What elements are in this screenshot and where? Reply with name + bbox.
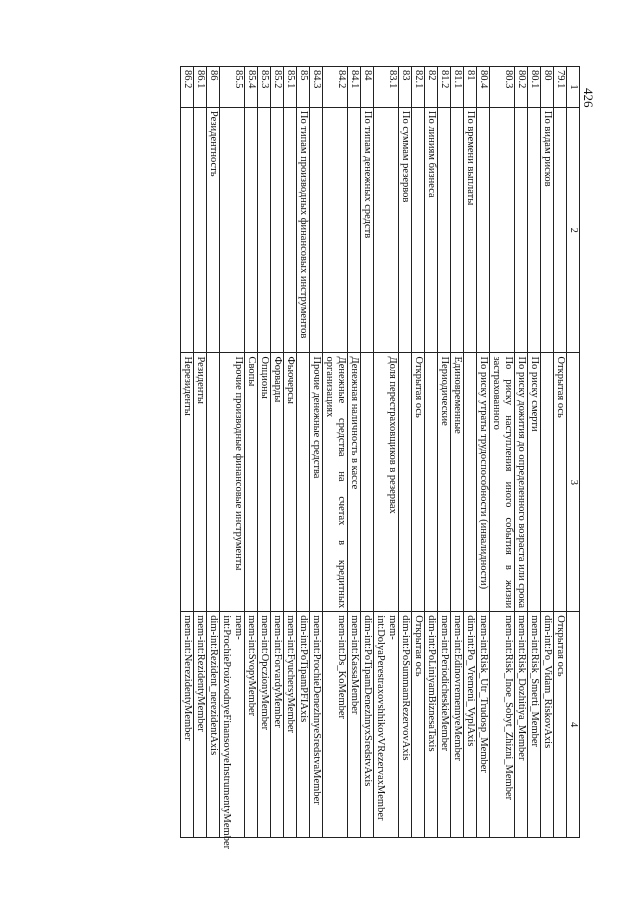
cell-c4: mem-int:OpczionyMember — [258, 612, 271, 838]
cell-c4: mem-int:ProchieDenezhnyeSredstvaMember — [310, 612, 323, 838]
table-sheet — [94, 66, 580, 850]
cell-c4: mem-int:SvopyMember — [245, 612, 258, 838]
cell-c4: mem-int:DolyaPerestraxovshhikovVRezervaxMember — [374, 612, 399, 838]
cell-c2: Резидентность — [207, 107, 220, 353]
table-row — [310, 67, 323, 838]
cell-c3: Прочие производные финансовые инструменты — [220, 353, 245, 612]
cell-c3 — [399, 353, 412, 612]
cell-c4: mem-int:ProchieProizvodnyeFinansovyeInstrumentyMember — [220, 612, 245, 838]
cell-c3: По риску дожития до определенного возраста или срока — [515, 353, 528, 612]
cell-c2 — [554, 107, 567, 353]
cell-c3: Доля перестраховщиков в резервах — [374, 353, 399, 612]
cell-c4: dim-int:Po_Vidam_RiskovAxis — [541, 612, 554, 838]
cell-c3: По риску утраты трудоспособности (инвалидности) — [477, 353, 490, 612]
cell-c4: Открытая ось — [412, 612, 425, 838]
cell-c3 — [541, 353, 554, 612]
cell-c4: dim-int:PoTipamPFIAxis — [297, 612, 310, 838]
cell-c1: 85.3 — [258, 67, 271, 108]
cell-c1: 80.1 — [528, 67, 541, 108]
cell-c3: Открытая ось — [554, 353, 567, 612]
cell-c2 — [271, 107, 284, 353]
cell-c3: Фьючерсы — [284, 353, 297, 612]
table-row — [361, 67, 374, 838]
cell-c2 — [477, 107, 490, 353]
table-row — [348, 67, 361, 838]
cell-c1: 83 — [399, 67, 412, 108]
cell-c3 — [425, 353, 438, 612]
cell-c1: 85.2 — [271, 67, 284, 108]
cell-c3: Денежные средства на счетах в кредитных организациях — [323, 353, 348, 612]
cell-c4: dim-int:Rezident_nerezidentAxis — [207, 612, 220, 838]
cell-c2: По линиям бизнеса — [425, 107, 438, 353]
table-row — [284, 67, 297, 838]
table-row — [297, 67, 310, 838]
cell-c2: По видам рисков — [541, 107, 554, 353]
cell-c4: mem-int:FyuchersyMember — [284, 612, 297, 838]
cell-c1: 80.3 — [490, 67, 515, 108]
column-number-2: 2 — [567, 107, 580, 353]
page-number: 426 — [581, 88, 596, 108]
cell-c4: mem-int:Risk_Smerti_Member — [528, 612, 541, 838]
table-row — [245, 67, 258, 838]
cell-c3 — [207, 353, 220, 612]
cell-c3 — [297, 353, 310, 612]
cell-c2 — [245, 107, 258, 353]
cell-c1: 83.1 — [374, 67, 399, 108]
cell-c4: mem-int:KassaMember — [348, 612, 361, 838]
cell-c3: Прочие денежные средства — [310, 353, 323, 612]
cell-c1: 85 — [297, 67, 310, 108]
cell-c3: Свопы — [245, 353, 258, 612]
cell-c2 — [348, 107, 361, 353]
cell-c1: 82.1 — [412, 67, 425, 108]
cell-c2 — [515, 107, 528, 353]
table-row — [399, 67, 412, 838]
table-row — [464, 67, 477, 838]
cell-c2 — [374, 107, 399, 353]
cell-c1: 84.2 — [323, 67, 348, 108]
cell-c1: 81.1 — [451, 67, 464, 108]
table-row — [515, 67, 528, 838]
table-row — [374, 67, 399, 838]
cell-c2 — [284, 107, 297, 353]
cell-c4: mem-int:RezidentyMember — [194, 612, 207, 838]
cell-c1: 85.4 — [245, 67, 258, 108]
cell-c2: По времени выплаты — [464, 107, 477, 353]
cell-c1: 86 — [207, 67, 220, 108]
cell-c3 — [361, 353, 374, 612]
cell-c1: 84.1 — [348, 67, 361, 108]
table-row — [271, 67, 284, 838]
cell-c4: mem-int:EdinovremennyeMember — [451, 612, 464, 838]
cell-c1: 85.5 — [220, 67, 245, 108]
cell-c4: mem-int:Risk_Utr_Trudosp_Member — [477, 612, 490, 838]
cell-c3: Резиденты — [194, 353, 207, 612]
cell-c3: Денежная наличность в кассе — [348, 353, 361, 612]
cell-c2: По типам производных финансовых инструментов — [297, 107, 310, 353]
table-row — [541, 67, 554, 838]
cell-c4: dim-int:PoSummamRezervovAxis — [399, 612, 412, 838]
cell-c4: mem-int:NerezidentyMember — [181, 612, 194, 838]
cell-c3: Открытая ось — [412, 353, 425, 612]
cell-c2 — [490, 107, 515, 353]
cell-c2 — [323, 107, 348, 353]
cell-c2: По типам денежных средств — [361, 107, 374, 353]
cell-c2 — [258, 107, 271, 353]
cell-c1: 84 — [361, 67, 374, 108]
cell-c4: Открытая ось — [554, 612, 567, 838]
cell-c1: 81 — [464, 67, 477, 108]
cell-c3 — [464, 353, 477, 612]
cell-c4: dim-int:PoLiniyamBiznesaTaxis — [425, 612, 438, 838]
cell-c2 — [438, 107, 451, 353]
table-row — [490, 67, 515, 838]
table-row — [207, 67, 220, 838]
cell-c2 — [451, 107, 464, 353]
cell-c1: 85.1 — [284, 67, 297, 108]
table-row — [425, 67, 438, 838]
column-number-3: 3 — [567, 353, 580, 612]
cell-c1: 80.2 — [515, 67, 528, 108]
table-row — [258, 67, 271, 838]
cell-c2 — [412, 107, 425, 353]
cell-c1: 81.2 — [438, 67, 451, 108]
cell-c1: 79.1 — [554, 67, 567, 108]
cell-c3: Опционы — [258, 353, 271, 612]
cell-c4: mem-int:PeriodicheskieMember — [438, 612, 451, 838]
table-row — [412, 67, 425, 838]
cell-c3: По риску наступления иного события в жизни застрахованного — [490, 353, 515, 612]
column-number-4: 4 — [567, 612, 580, 838]
cell-c4: mem-int:Ds_KoMember — [323, 612, 348, 838]
cell-c1: 86.2 — [181, 67, 194, 108]
cell-c1: 80.4 — [477, 67, 490, 108]
cell-c1: 80 — [541, 67, 554, 108]
cell-c1: 82 — [425, 67, 438, 108]
column-number-row — [567, 67, 580, 838]
cell-c3: Форварды — [271, 353, 284, 612]
cell-c3: Нерезиденты — [181, 353, 194, 612]
table-row — [181, 67, 194, 838]
cell-c2 — [528, 107, 541, 353]
cell-c4: dim-int:Po_Vremeni_VyplAxis — [464, 612, 477, 838]
cell-c1: 84.3 — [310, 67, 323, 108]
table-row — [528, 67, 541, 838]
cell-c3: По риску смерти — [528, 353, 541, 612]
table-row — [438, 67, 451, 838]
cell-c1: 86.1 — [194, 67, 207, 108]
table-row — [194, 67, 207, 838]
table-row — [554, 67, 567, 838]
cell-c4: dim-int:PoTipamDenezhnyxSredstvAxis — [361, 612, 374, 838]
cell-c2 — [310, 107, 323, 353]
table-row — [477, 67, 490, 838]
cell-c4: mem-int:ForvardyMember — [271, 612, 284, 838]
cell-c4: mem-int:Risk_Inoe_Sobyt_Zhizni_Member — [490, 612, 515, 838]
table-row — [451, 67, 464, 838]
cell-c4: mem-int:Risk_Dozhitiya_Member — [515, 612, 528, 838]
cell-c2 — [220, 107, 245, 353]
table-row — [323, 67, 348, 838]
table-body — [181, 67, 580, 850]
cell-c3: Единовременные — [451, 353, 464, 612]
column-number-1: 1 — [567, 67, 580, 108]
cell-c2 — [194, 107, 207, 353]
cell-c3: Периодические — [438, 353, 451, 612]
cell-c2 — [181, 107, 194, 353]
cell-c2: По суммам резервов — [399, 107, 412, 353]
table-row — [220, 67, 245, 838]
taxonomy-table — [180, 66, 580, 850]
